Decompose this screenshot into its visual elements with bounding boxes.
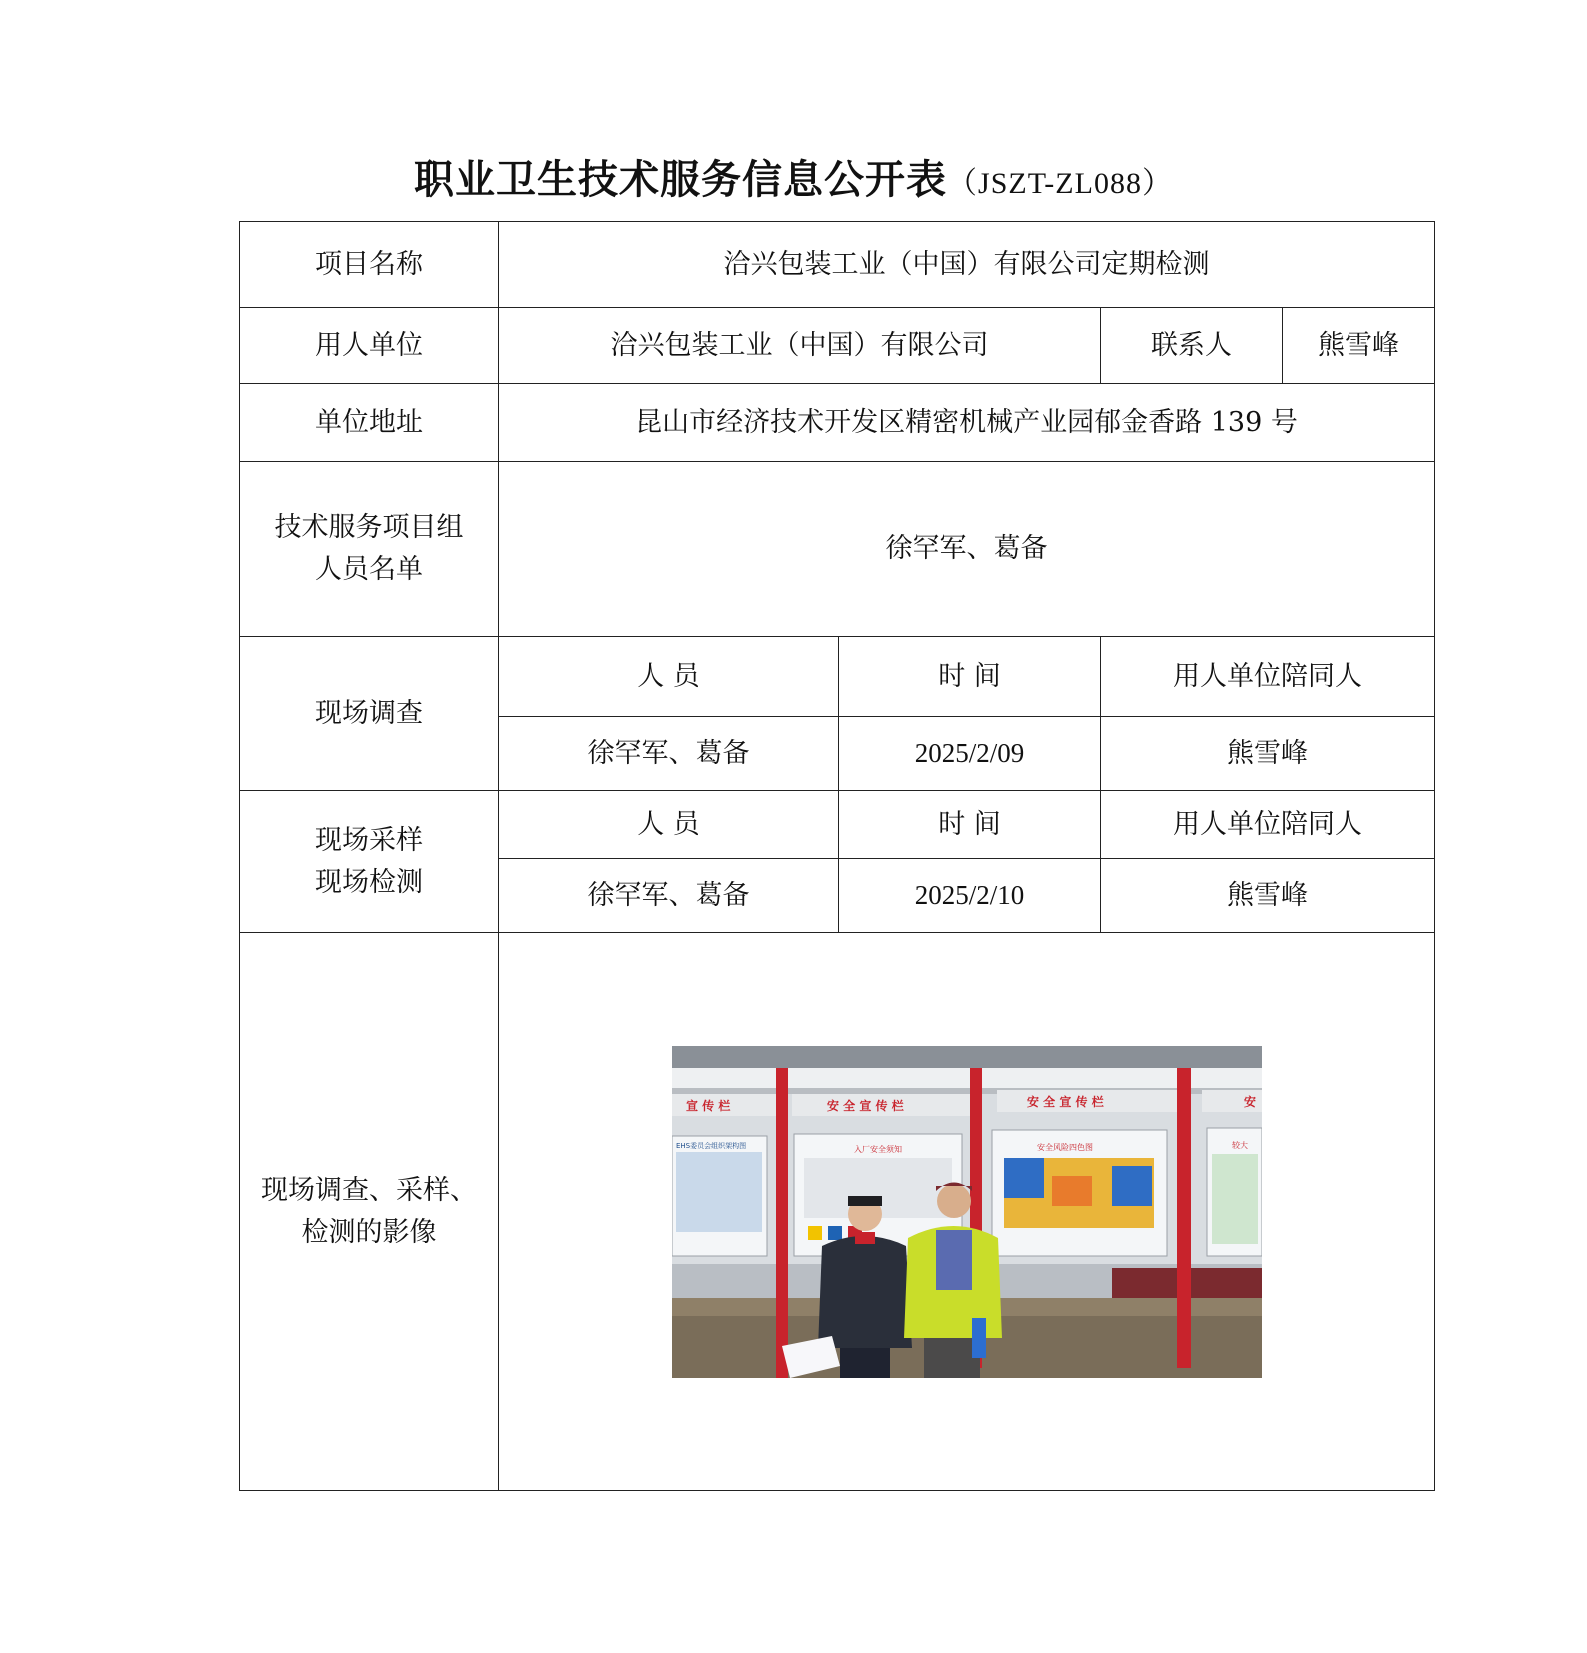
- project-name-value: 洽兴包装工业（中国）有限公司定期检测: [499, 222, 1435, 308]
- person-left-jacket: [818, 1236, 912, 1348]
- sampling-escort: 熊雪峰: [1101, 859, 1435, 933]
- row-address: [240, 384, 1435, 462]
- board-3-title: 安 全 宣 传 栏: [1026, 1094, 1104, 1109]
- board-4-panel-title: 较大: [1231, 1140, 1248, 1150]
- images-label: [240, 933, 499, 1491]
- photo-container: [507, 933, 1426, 1490]
- survey-label: 现场调查: [240, 637, 499, 791]
- title-text: 职业卫生技术服务信息公开表: [414, 156, 948, 203]
- row-project-name: [240, 222, 1435, 308]
- risk-map-blue-2: [1112, 1166, 1152, 1206]
- sampling-header-personnel: 人 员: [499, 791, 839, 859]
- board-2-title: 安 全 宣 传 栏: [826, 1098, 904, 1113]
- person-right-folder: [972, 1318, 986, 1358]
- survey-date: 2025/2/09: [839, 717, 1101, 791]
- images-cell: [499, 933, 1435, 1491]
- row-survey-header: [240, 637, 1435, 717]
- board-1-chart: [676, 1152, 762, 1232]
- survey-personnel: 徐罕军、葛备: [499, 717, 839, 791]
- survey-header-escort: 用人单位陪同人: [1101, 637, 1435, 717]
- team-label: [240, 462, 499, 637]
- row-team: [240, 462, 1435, 637]
- contact-label: 联系人: [1101, 308, 1283, 384]
- site-photo: [672, 1046, 1262, 1378]
- team-value: 徐罕军、葛备: [499, 462, 1435, 637]
- person-left-collar: [855, 1232, 875, 1244]
- survey-header-personnel: 人 员: [499, 637, 839, 717]
- address-value: 昆山市经济技术开发区精密机械产业园郁金香路 139 号: [499, 384, 1435, 462]
- sampling-personnel: 徐罕军、葛备: [499, 859, 839, 933]
- person-left-hair: [848, 1196, 882, 1206]
- team-label-line2: 人员名单: [315, 554, 423, 585]
- board-2-panel-title: 入厂安全须知: [853, 1144, 902, 1154]
- person-right-vest: [936, 1230, 972, 1290]
- board-3-panel-title: 安全风险四色图: [1036, 1142, 1093, 1152]
- row-employer: [240, 308, 1435, 384]
- sampling-date: 2025/2/10: [839, 859, 1101, 933]
- board-4-table: [1212, 1154, 1258, 1244]
- disclosure-table: [239, 221, 1435, 1491]
- sampling-header-time: 时 间: [839, 791, 1101, 859]
- sampling-label-line2: 现场检测: [315, 866, 423, 898]
- team-label-line1: 技术服务项目组: [274, 512, 464, 544]
- pillar-1: [776, 1068, 788, 1378]
- risk-map-orange: [1052, 1176, 1092, 1206]
- warning-sign-2: [828, 1226, 842, 1240]
- sampling-label-line1: 现场采样: [315, 824, 423, 856]
- employer-value: 洽兴包装工业（中国）有限公司: [499, 308, 1101, 384]
- survey-header-time: 时 间: [839, 637, 1101, 717]
- board-1-panel-title: EHS委员会组织架构图: [675, 1141, 746, 1150]
- risk-map-blue: [1004, 1158, 1044, 1198]
- sampling-header-escort: 用人单位陪同人: [1101, 791, 1435, 859]
- person-right-legs: [924, 1338, 980, 1378]
- page-title: [0, 148, 1587, 205]
- row-sampling-header: [240, 791, 1435, 859]
- pillar-3: [1177, 1068, 1191, 1368]
- address-label: 单位地址: [240, 384, 499, 462]
- images-label-line1: 现场调查、采样、: [261, 1174, 477, 1206]
- images-label-line2: 检测的影像: [301, 1216, 437, 1248]
- employer-label: 用人单位: [240, 308, 499, 384]
- survey-escort: 熊雪峰: [1101, 717, 1435, 791]
- project-name-label: 项目名称: [240, 222, 499, 308]
- sampling-label: [240, 791, 499, 933]
- row-images: [240, 933, 1435, 1491]
- person-left-legs: [840, 1348, 890, 1378]
- form-code: （JSZT-ZL088）: [947, 167, 1173, 200]
- board-4-title: 安: [1243, 1094, 1256, 1109]
- board-1-title: 宣 传 栏: [685, 1098, 730, 1113]
- contact-value: 熊雪峰: [1283, 308, 1435, 384]
- person-right-head: [937, 1184, 971, 1218]
- warning-sign-1: [808, 1226, 822, 1240]
